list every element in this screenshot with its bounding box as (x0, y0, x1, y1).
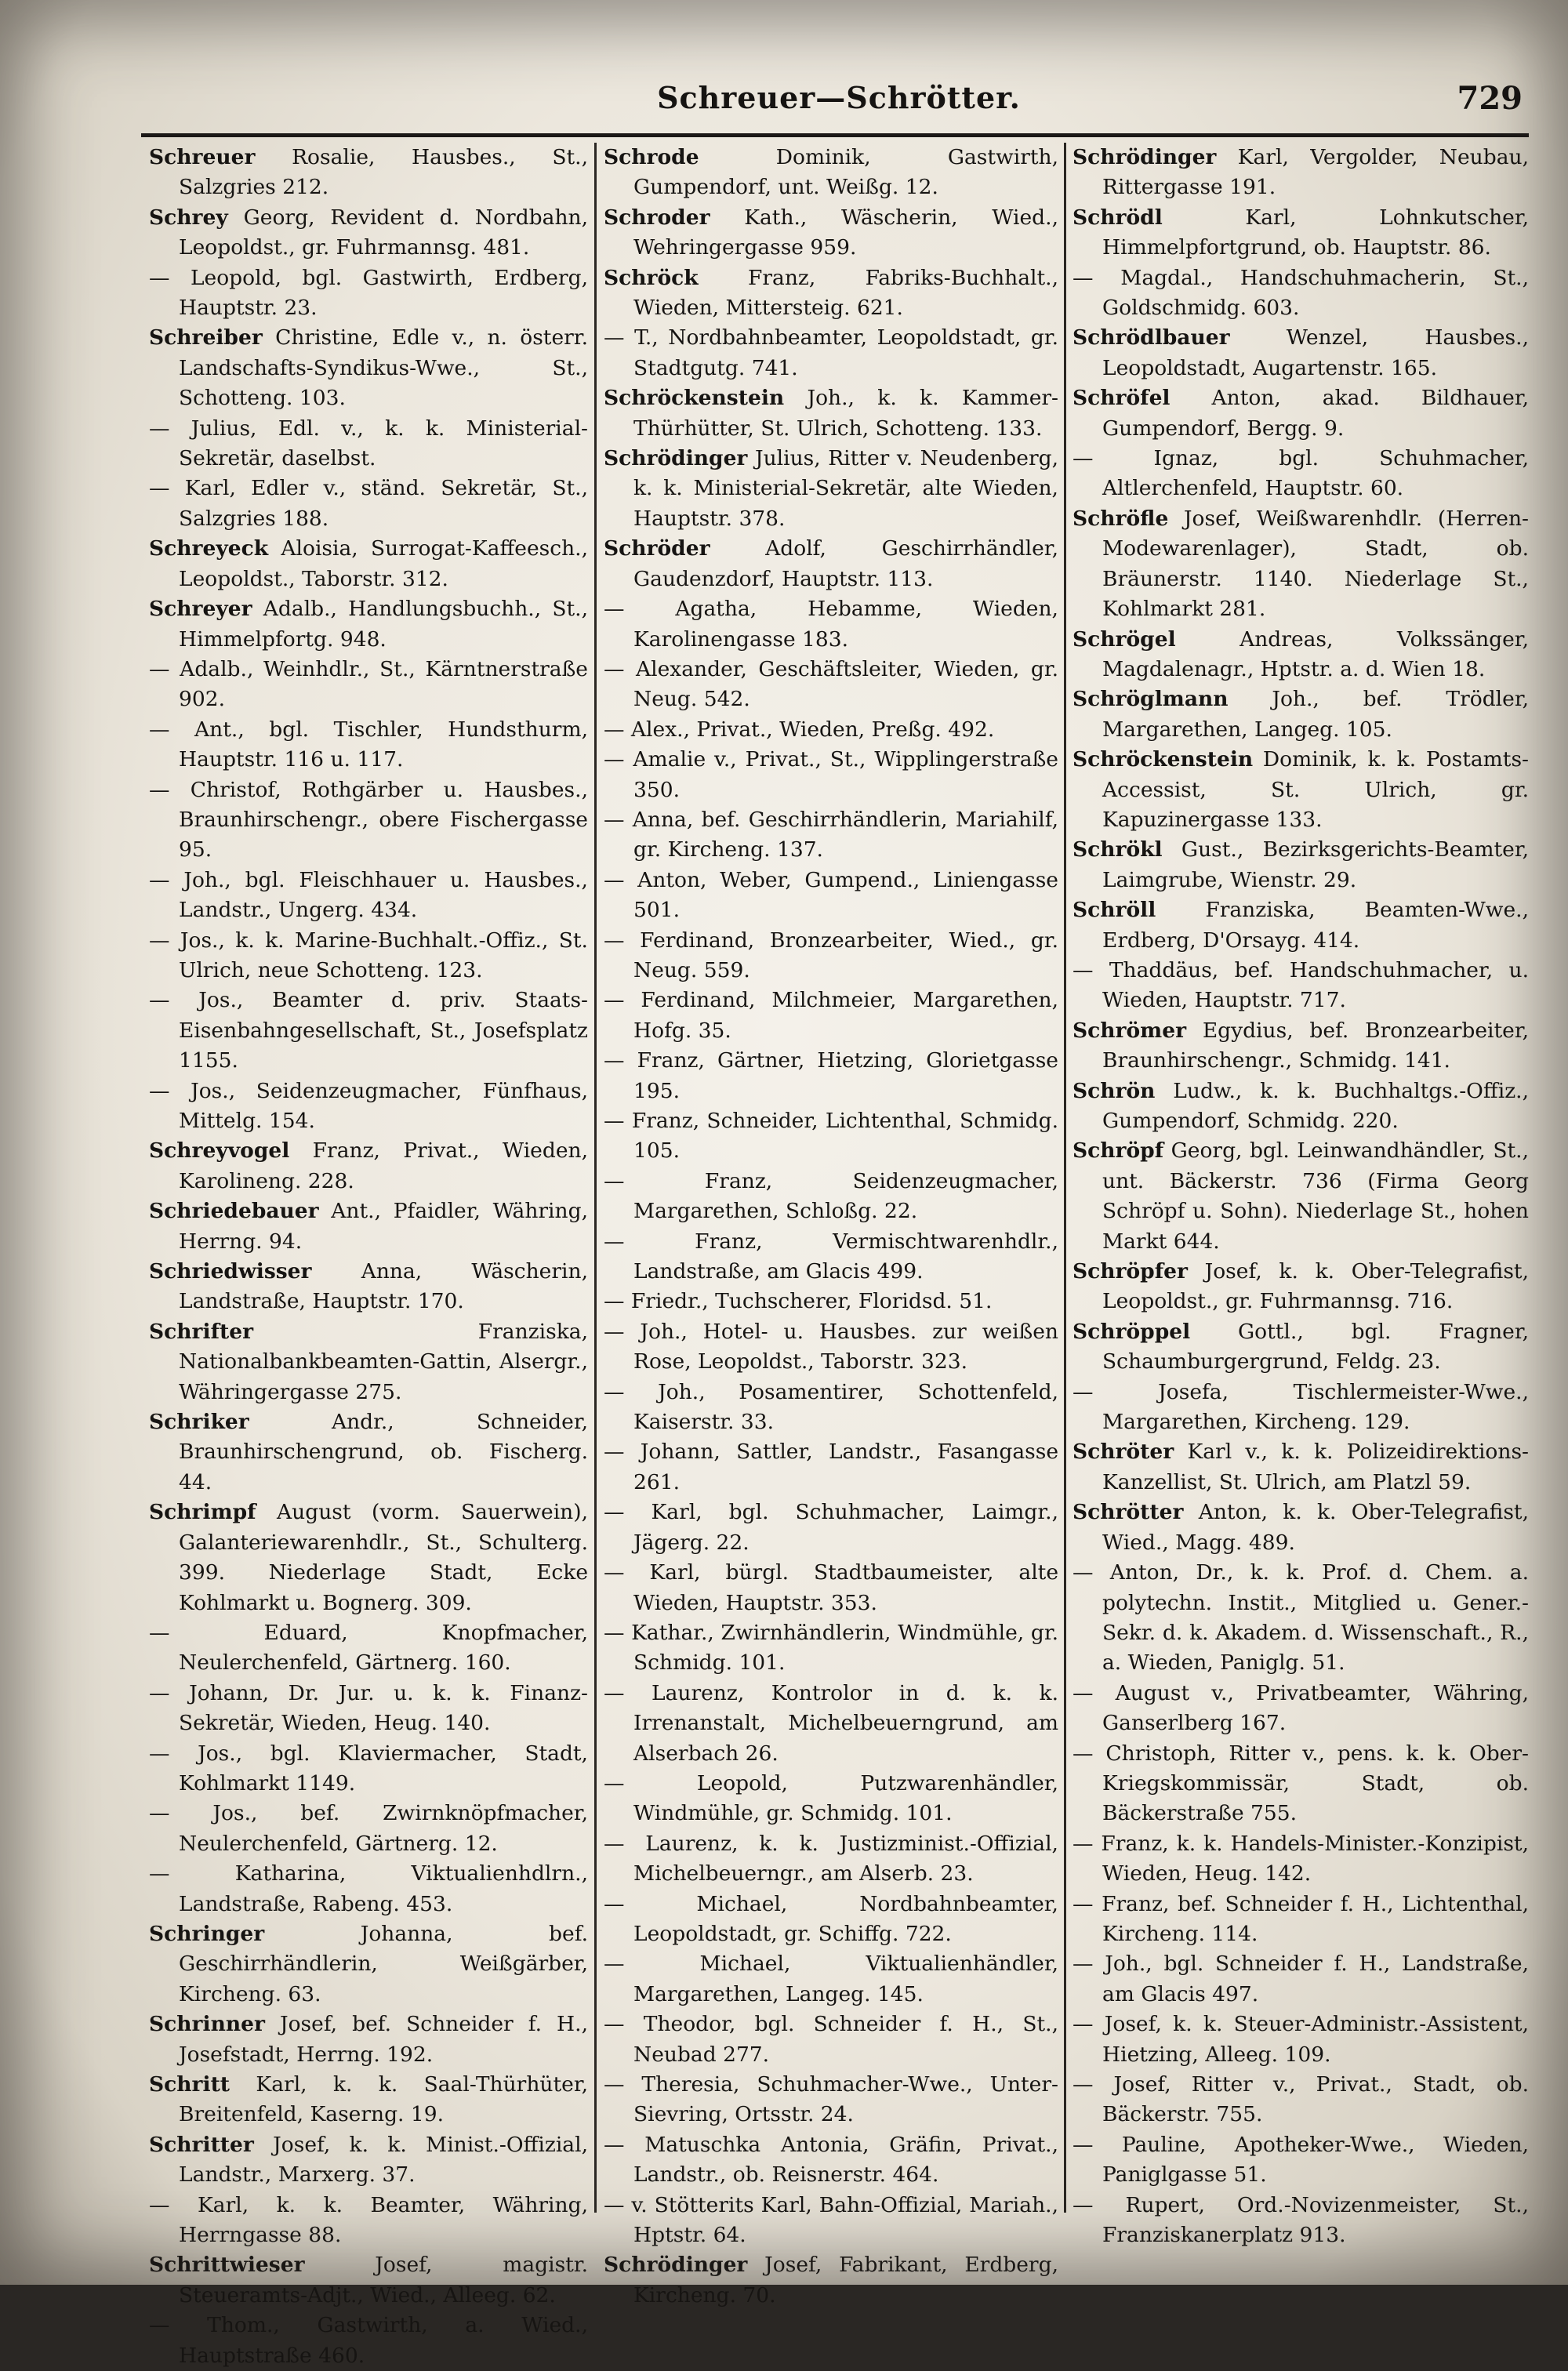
entry-details: Joh., k. k. Kammer-Thürhütter, St. Ulrich, Schotteng. 133. (633, 386, 1058, 441)
entry-details: Georg, Revident d. Nordbahn, Leopoldst., gr. Fuhrmannsg. 481. (179, 205, 588, 260)
directory-entry (149, 866, 588, 926)
running-head: Schreuer—Schrötter. (657, 80, 1021, 115)
entry-details: Ludw., k. k. Buchhaltgs.-Offiz., Gumpendorf, Schmidg. 220. (1102, 1078, 1529, 1133)
entry-surname: Schrötter (1073, 1500, 1184, 1525)
column-2 (604, 143, 1058, 2307)
page-header (141, 80, 1537, 127)
entry-details: Karl v., k. k. Polizeidirektions-Kanzellist, St. Ulrich, am Platzl 59. (1102, 1440, 1529, 1494)
entry-surname: Schröfle (1073, 506, 1169, 531)
directory-entry (149, 143, 588, 203)
entry-details: — Ignaz, bgl. Schuhmacher, Altlerchenfeld, Hauptstr. 60. (1073, 446, 1529, 501)
directory-entry (604, 2010, 1058, 2070)
entry-details: — T., Nordbahnbeamter, Leopoldstadt, gr. Stadtgutg. 741. (604, 325, 1058, 380)
entry-details: — Christoph, Ritter v., pens. k. k. Ober-Kriegskommissär, Stadt, ob. Bäckerstraße 755. (1073, 1741, 1529, 1826)
directory-entry (149, 414, 588, 474)
entry-details: Johanna, bef. Geschirrhändlerin, Weißgärber, Kircheng. 63. (179, 1921, 588, 2006)
entry-details: — Matuschka Antonia, Gräfin, Privat., Landstr., ob. Reisnerstr. 464. (604, 2132, 1058, 2188)
entry-details: — Anton, Dr., k. k. Prof. d. Chem. a. polytechn. Instit., Mitglied u. Gener.-Sekr. d. k. Akadem. d. Wissenschaft., R., a. Wieden, Paniglg. 51. (1073, 1560, 1529, 1676)
directory-entry (149, 1859, 588, 1919)
entry-surname: Schriker (149, 1410, 249, 1435)
entry-details: — Magdal., Handschuhmacherin, St., Goldschmidg. 603. (1073, 265, 1529, 321)
entry-details: — Theresia, Schuhmacher-Wwe., Unter-Sievring, Ortsstr. 24. (604, 2072, 1058, 2127)
directory-entry (1073, 323, 1529, 383)
entry-details: — Leopold, Putzwarenhändler, Windmühle, gr. Schmidg. 101. (604, 1770, 1058, 1826)
directory-entry (604, 866, 1058, 926)
directory-entry (1073, 1437, 1529, 1498)
directory-entry (149, 1498, 588, 1618)
directory-entry (604, 263, 1058, 324)
directory-entry (604, 745, 1058, 805)
directory-entry (604, 2191, 1058, 2251)
directory-entry (1073, 1739, 1529, 1829)
directory-entry (149, 1407, 588, 1498)
entry-surname: Schröckenstein (604, 386, 785, 411)
entry-details: Julius, Ritter v. Neudenberg, k. k. Ministerial-Sekretär, alte Wieden, Hauptstr. 378. (633, 446, 1058, 531)
entry-details: Egydius, bef. Bronzearbeiter, Braunhirschengr., Schmidg. 141. (1102, 1018, 1529, 1073)
entry-details: — Kathar., Zwirnhändlerin, Windmühle, gr. Schmidg. 101. (604, 1620, 1058, 1676)
directory-entry (604, 444, 1058, 534)
entry-details: — Thaddäus, bef. Handschuhmacher, u. Wieden, Hauptstr. 717. (1073, 957, 1529, 1013)
directory-entry (604, 1829, 1058, 1890)
entry-surname: Schröck (604, 265, 699, 290)
directory-entry (149, 775, 588, 866)
entry-details: Gottl., bgl. Fragner, Schaumburgergrund, Feldg. 23. (1102, 1319, 1529, 1374)
entry-surname: Schrömer (1073, 1018, 1187, 1043)
entry-surname: Schreyvogel (149, 1138, 290, 1164)
column-1 (149, 143, 588, 2368)
directory-entry (1073, 444, 1529, 504)
directory-entry (604, 1287, 1058, 1316)
entry-details: — Franz, Gärtner, Hietzing, Glorietgasse 195. (604, 1048, 1058, 1103)
directory-entry (604, 1558, 1058, 1618)
entry-details: Franz, Privat., Wieden, Karolineng. 228. (179, 1138, 588, 1193)
directory-entry (149, 263, 588, 324)
directory-entry (149, 474, 588, 534)
entry-surname: Schrödinger (604, 2253, 748, 2278)
directory-entry (1073, 1829, 1529, 1890)
entry-details: — Karl, bgl. Schuhmacher, Laimgr., Jägerg. 22. (604, 1500, 1058, 1555)
entry-details: — Johann, Dr. Jur. u. k. k. Finanz-Sekretär, Wieden, Heug. 140. (149, 1680, 588, 1736)
directory-entry (149, 2250, 588, 2311)
directory-entry (149, 594, 588, 655)
entry-details: — Theodor, bgl. Schneider f. H., St., Neubad 277. (604, 2012, 1058, 2067)
directory-entry (604, 926, 1058, 986)
directory-entry (1073, 1317, 1529, 1378)
entry-details: — Julius, Edl. v., k. k. Ministerial-Sekretär, daselbst. (149, 416, 588, 471)
entry-details: Josef, k. k. Minist.-Offizial, Landstr., Marxerg. 37. (179, 2132, 588, 2188)
entry-details: — Laurenz, k. k. Justizminist.-Offizial, Michelbeuerngr., am Alserb. 23. (604, 1831, 1058, 1886)
directory-entry (604, 1227, 1058, 1287)
entry-details: — Pauline, Apotheker-Wwe., Wieden, Paniglgasse 51. (1073, 2132, 1529, 2188)
directory-entry (604, 1679, 1058, 1769)
entry-details: Josef, Fabrikant, Erdberg, Kircheng. 70. (633, 2253, 1058, 2307)
entry-surname: Schröll (1073, 898, 1156, 923)
entry-details: — Franz, Schneider, Lichtenthal, Schmidg. 105. (604, 1109, 1058, 1164)
entry-surname: Schrode (604, 145, 699, 169)
entry-surname: Schröder (604, 536, 710, 561)
directory-entry (149, 203, 588, 263)
directory-entry (1073, 2070, 1529, 2130)
entry-details: — Josef, Ritter v., Privat., Stadt, ob. Bäckerstr. 755. (1073, 2072, 1529, 2127)
entry-details: — Ferdinand, Bronzearbeiter, Wied., gr. Neug. 559. (604, 928, 1058, 982)
directory-entry (604, 534, 1058, 594)
directory-entry (1073, 835, 1529, 895)
directory-entry (149, 655, 588, 715)
entry-details: — Karl, k. k. Beamter, Währing, Herrngasse 88. (149, 2192, 588, 2248)
directory-entry (149, 1136, 588, 1196)
directory-entry (149, 1257, 588, 1317)
entry-details: — Josefa, Tischlermeister-Wwe., Margarethen, Kircheng. 129. (1073, 1379, 1529, 1435)
entry-surname: Schrögel (1073, 626, 1176, 652)
directory-entry (149, 1317, 588, 1407)
entry-details: — Friedr., Tuchscherer, Floridsd. 51. (604, 1289, 993, 1314)
directory-entry (604, 986, 1058, 1046)
directory-entry (604, 805, 1058, 866)
entry-details: — Thom., Gastwirth, a. Wied., Hauptstraße 460. (149, 2313, 588, 2368)
directory-entry (1073, 1378, 1529, 1438)
entry-details: Adalb., Handlungsbuchh., St., Himmelpfortg. 948. (179, 597, 588, 652)
directory-entry (149, 1739, 588, 1799)
directory-entry (1073, 1498, 1529, 1558)
entry-surname: Schrödlbauer (1073, 325, 1230, 350)
entry-surname: Schrökl (1073, 837, 1163, 862)
entry-details: Gust., Bezirksgerichts-Beamter, Laimgrube, Wienstr. 29. (1102, 837, 1529, 892)
entry-details: — Jos., Beamter d. priv. Staats-Eisenbahngesellschaft, St., Josefsplatz 1155. (149, 988, 588, 1073)
entry-details: — Joh., bgl. Schneider f. H., Landstraße, am Glacis 497. (1073, 1952, 1529, 2006)
entry-details: Karl, Lohnkutscher, Himmelpfortgrund, ob. Hauptstr. 86. (1102, 205, 1529, 260)
entry-details: Franziska, Nationalbankbeamten-Gattin, Alsergr., Währingergasse 275. (179, 1319, 588, 1404)
entry-details: — Jos., bgl. Klaviermacher, Stadt, Kohlmarkt 1149. (149, 1741, 588, 1795)
entry-details: Franziska, Beamten-Wwe., Erdberg, D'Orsayg. 414. (1102, 898, 1529, 953)
directory-entry (1073, 2130, 1529, 2191)
entry-details: Josef, k. k. Ober-Telegrafist, Leopoldst., gr. Fuhrmannsg. 716. (1102, 1259, 1529, 1314)
directory-entry (604, 1618, 1058, 1679)
directory-entry (149, 715, 588, 775)
directory-entry (1073, 383, 1529, 444)
directory-entry (1073, 625, 1529, 685)
directory-entry (1073, 1679, 1529, 1739)
directory-entry (149, 1919, 588, 2010)
entry-details: — Amalie v., Privat., St., Wipplingerstraße 350. (604, 747, 1058, 802)
entry-surname: Schröpf (1073, 1138, 1164, 1164)
entry-surname: Schriedwisser (149, 1259, 312, 1284)
entry-details: — Adalb., Weinhdlr., St., Kärntnerstraße 902. (149, 656, 588, 712)
entry-surname: Schröfel (1073, 386, 1171, 411)
entry-details: — v. Stötterits Karl, Bahn-Offizial, Mariah., Hptstr. 64. (604, 2192, 1058, 2248)
entry-details: — Johann, Sattler, Landstr., Fasangasse 261. (604, 1440, 1058, 1494)
column-divider (1064, 143, 1066, 2213)
entry-details: Franz, Fabriks-Buchhalt., Wieden, Mittersteig. 621. (633, 265, 1058, 321)
directory-entry (1073, 1949, 1529, 2010)
entry-details: Dominik, k. k. Postamts-Accessist, St. Ulrich, gr. Kapuzinergasse 133. (1102, 747, 1529, 832)
entry-details: Karl, k. k. Saal-Thürhüter, Breitenfeld, Kaserng. 19. (179, 2072, 588, 2127)
entry-details: — Alexander, Geschäftsleiter, Wieden, gr. Neug. 542. (604, 656, 1058, 712)
entry-surname: Schrinner (149, 2012, 265, 2037)
directory-entry (604, 203, 1058, 263)
entry-surname: Schröppel (1073, 1319, 1191, 1344)
entry-details: — Christof, Rothgärber u. Hausbes., Braunhirschengr., obere Fischergasse 95. (149, 777, 588, 862)
entry-details: Aloisia, Surrogat-Kaffeesch., Leopoldst., Taborstr. 312. (179, 536, 588, 591)
directory-entry (1073, 143, 1529, 203)
directory-entry (149, 534, 588, 594)
directory-entry (149, 1196, 588, 1257)
directory-entry (149, 1618, 588, 1679)
entry-details: — Franz, k. k. Handels-Minister.-Konzipist, Wieden, Heug. 142. (1073, 1831, 1529, 1886)
directory-entry (1073, 2191, 1529, 2251)
entry-details: Ant., Pfaidler, Währing, Herrng. 94. (179, 1199, 588, 1254)
directory-entry (1073, 1558, 1529, 1679)
directory-entry (1073, 956, 1529, 1016)
directory-entry (1073, 263, 1529, 324)
entry-details: — Katharina, Viktualienhdlrn., Landstraße, Rabeng. 453. (149, 1861, 588, 1916)
directory-entry (1073, 504, 1529, 625)
entry-surname: Schröter (1073, 1440, 1174, 1465)
directory-entry (1073, 1077, 1529, 1137)
entry-details: — Karl, Edler v., ständ. Sekretär, St., Salzgries 188. (149, 476, 588, 531)
column-3 (1073, 143, 1529, 2248)
entry-details: Adolf, Geschirrhändler, Gaudenzdorf, Hauptstr. 113. (633, 536, 1058, 591)
entry-details: August (vorm. Sauerwein), Galanteriewarenhdlr., St., Schulterg. 399. Niederlage Stadt, Ecke Kohlmarkt u. Bognerg. 309. (179, 1500, 588, 1615)
entry-surname: Schreiber (149, 325, 263, 350)
page-number: 729 (1457, 80, 1523, 117)
entry-surname: Schritter (149, 2132, 254, 2157)
entry-details: Georg, bgl. Leinwandhändler, St., unt. Bäckerstr. 736 (Firma Georg Schröpf u. Sohn). Niederlage St., hohen Markt 644. (1102, 1138, 1529, 1254)
directory-entry (604, 1106, 1058, 1167)
entry-details: — Franz, bef. Schneider f. H., Lichtenthal, Kircheng. 114. (1073, 1891, 1529, 1946)
entry-details: — Rupert, Ord.-Novizenmeister, St., Franziskanerplatz 913. (1073, 2192, 1529, 2248)
entry-details: Andr., Schneider, Braunhirschengrund, ob. Fischerg. 44. (179, 1410, 588, 1494)
entry-details: Anna, Wäscherin, Landstraße, Hauptstr. 170. (179, 1259, 588, 1314)
directory-entry (604, 715, 1058, 745)
entry-surname: Schreyer (149, 597, 252, 622)
directory-entry (149, 1679, 588, 1739)
entry-details: Andreas, Volkssänger, Magdalenagr., Hptstr. a. d. Wien 18. (1102, 626, 1529, 681)
directory-entry (604, 1498, 1058, 1558)
directory-entry (1073, 895, 1529, 956)
entry-surname: Schrödl (1073, 205, 1163, 230)
directory-entry (604, 2070, 1058, 2130)
directory-entry (149, 2010, 588, 2070)
entry-details: Dominik, Gastwirth, Gumpendorf, unt. Weißg. 12. (633, 145, 1058, 200)
entry-details: Rosalie, Hausbes., St., Salzgries 212. (179, 145, 588, 200)
entry-details: Anton, akad. Bildhauer, Gumpendorf, Bergg. 9. (1102, 386, 1529, 441)
column-divider (594, 143, 597, 2213)
entry-details: — Joh., Hotel- u. Hausbes. zur weißen Rose, Leopoldst., Taborstr. 323. (604, 1319, 1058, 1374)
directory-entry (149, 323, 588, 413)
entry-surname: Schrön (1073, 1078, 1156, 1103)
directory-entry (1073, 1016, 1529, 1077)
entry-details: — Leopold, bgl. Gastwirth, Erdberg, Hauptstr. 23. (149, 265, 588, 321)
entry-surname: Schrey (149, 205, 228, 230)
entry-details: — Josef, k. k. Steuer-Administr.-Assistent, Hietzing, Alleeg. 109. (1073, 2012, 1529, 2067)
directory-entry (604, 143, 1058, 203)
entry-surname: Schröglmann (1073, 687, 1229, 712)
entry-details: — Agatha, Hebamme, Wieden, Karolinengasse 183. (604, 597, 1058, 652)
entry-details: Christine, Edle v., n. österr. Landschafts-Syndikus-Wwe., St., Schotteng. 103. (179, 325, 588, 411)
entry-surname: Schrifter (149, 1319, 254, 1344)
directory-entry (1073, 745, 1529, 835)
directory-entry (604, 383, 1058, 444)
directory-entry (149, 2191, 588, 2251)
directory-entry (1073, 2010, 1529, 2070)
entry-surname: Schroder (604, 205, 710, 230)
entry-details: Kath., Wäscherin, Wied., Wehringergasse 959. (633, 205, 1058, 260)
entry-details: — Anna, bef. Geschirrhändlerin, Mariahilf, gr. Kircheng. 137. (604, 807, 1058, 862)
directory-entry (1073, 1890, 1529, 1950)
directory-entry (149, 2311, 588, 2371)
entry-details: — Joh., Posamentirer, Schottenfeld, Kaiserstr. 33. (604, 1379, 1058, 1435)
entry-surname: Schrittwieser (149, 2253, 305, 2278)
directory-entry (604, 1046, 1058, 1106)
entry-surname: Schritt (149, 2072, 230, 2097)
entry-details: Wenzel, Hausbes., Leopoldstadt, Augartenstr. 165. (1102, 325, 1529, 380)
entry-details: — Alex., Privat., Wieden, Preßg. 492. (604, 717, 995, 742)
directory-entry (1073, 1136, 1529, 1257)
entry-details: Karl, Vergolder, Neubau, Rittergasse 191. (1102, 145, 1529, 200)
entry-details: Joh., bef. Trödler, Margarethen, Langeg. 105. (1102, 687, 1529, 742)
directory-entry (604, 594, 1058, 655)
directory-entry (149, 2070, 588, 2130)
entry-details: Josef, Weißwarenhdlr. (Herren-Modewarenlager), Stadt, ob. Bräunerstr. 1140. Niederlage St., Kohlmarkt 281. (1102, 506, 1529, 622)
directory-entry (604, 1378, 1058, 1438)
entry-details: — Eduard, Knopfmacher, Neulerchenfeld, Gärtnerg. 160. (149, 1620, 588, 1676)
entry-surname: Schrödinger (1073, 145, 1217, 169)
entry-details: — Jos., Seidenzeugmacher, Fünfhaus, Mittelg. 154. (149, 1078, 588, 1133)
entry-surname: Schringer (149, 1921, 265, 1946)
entry-details: — Franz, Vermischtwarenhdlr., Landstraße, am Glacis 499. (604, 1229, 1058, 1284)
header-rule (141, 133, 1529, 137)
entry-surname: Schreyeck (149, 536, 269, 561)
entry-details: — Laurenz, Kontrolor in d. k. k. Irrenanstalt, Michelbeuerngrund, am Alserbach 26. (604, 1680, 1058, 1766)
directory-entry (604, 655, 1058, 715)
directory-entry (149, 986, 588, 1076)
entry-details: — August v., Privatbeamter, Währing, Ganserlberg 167. (1073, 1680, 1529, 1736)
entry-surname: Schröpfer (1073, 1259, 1188, 1284)
directory-entry (604, 2130, 1058, 2191)
directory-entry (604, 1317, 1058, 1378)
directory-entry (149, 2130, 588, 2191)
directory-entry (604, 1167, 1058, 1227)
directory-entry (604, 323, 1058, 383)
directory-entry (1073, 1257, 1529, 1317)
directory-entry (604, 2250, 1058, 2311)
directory-entry (604, 1949, 1058, 2010)
entry-surname: Schreuer (149, 145, 256, 169)
entry-details: Anton, k. k. Ober-Telegrafist, Wied., Magg. 489. (1102, 1500, 1529, 1555)
directory-entry (1073, 684, 1529, 745)
entry-details: — Ferdinand, Milchmeier, Margarethen, Hofg. 35. (604, 988, 1058, 1043)
entry-surname: Schröckenstein (1073, 747, 1254, 772)
entry-surname: Schrimpf (149, 1500, 256, 1525)
entry-details: — Jos., bef. Zwirnknöpfmacher, Neulerchenfeld, Gärtnerg. 12. (149, 1801, 588, 1856)
entry-details: — Michael, Nordbahnbeamter, Leopoldstadt, gr. Schiffg. 722. (604, 1891, 1058, 1946)
entry-surname: Schrödinger (604, 446, 748, 471)
directory-entry (149, 1799, 588, 1859)
entry-details: — Michael, Viktualienhändler, Margarethen, Langeg. 145. (604, 1952, 1058, 2006)
entry-details: — Franz, Seidenzeugmacher, Margarethen, Schloßg. 22. (604, 1168, 1058, 1224)
entry-details: — Jos., k. k. Marine-Buchhalt.-Offiz., St. Ulrich, neue Schotteng. 123. (149, 928, 588, 982)
entry-details: Josef, magistr. Steueramts-Adjt., Wied., Alleeg. 62. (179, 2253, 588, 2307)
entry-details: — Karl, bürgl. Stadtbaumeister, alte Wieden, Hauptstr. 353. (604, 1560, 1058, 1615)
entry-details: — Ant., bgl. Tischler, Hundsthurm, Hauptstr. 116 u. 117. (149, 717, 588, 772)
directory-entry (149, 926, 588, 986)
entry-details: — Joh., bgl. Fleischhauer u. Hausbes., Landstr., Ungerg. 434. (149, 867, 588, 923)
entry-surname: Schriedebauer (149, 1199, 319, 1224)
directory-entry (604, 1890, 1058, 1950)
entry-details: Josef, bef. Schneider f. H., Josefstadt, Herrng. 192. (179, 2012, 588, 2067)
directory-entry (604, 1769, 1058, 1829)
directory-entry (1073, 203, 1529, 263)
directory-entry (149, 1077, 588, 1137)
directory-entry (604, 1437, 1058, 1498)
entry-details: — Anton, Weber, Gumpend., Liniengasse 501. (604, 867, 1058, 923)
